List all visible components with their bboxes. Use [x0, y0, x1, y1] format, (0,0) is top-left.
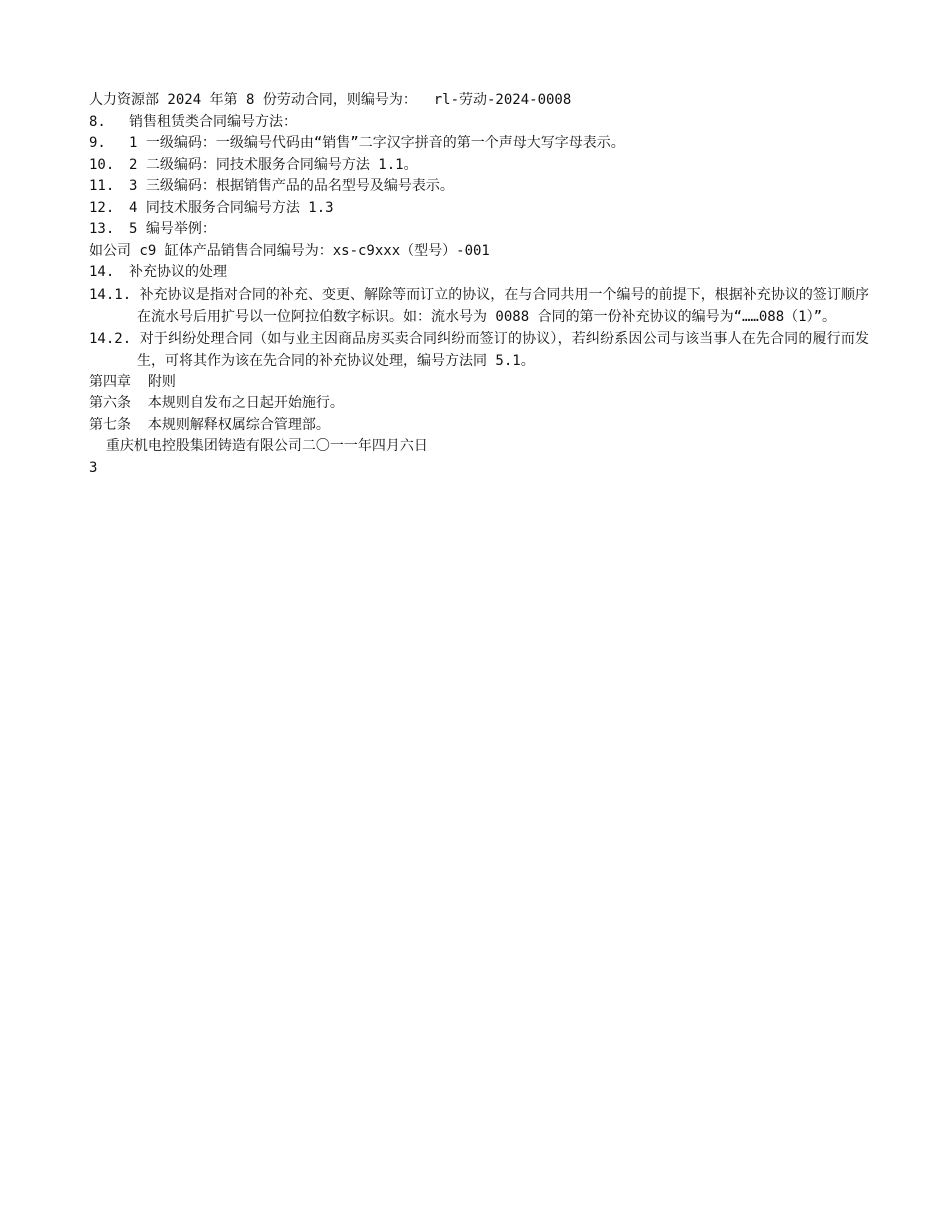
- list-text: 4 同技术服务合同编号方法 1.3: [129, 199, 334, 216]
- list-item: [89, 112, 869, 134]
- list-number: 9.: [89, 135, 106, 151]
- list-text: 5 编号举例：: [129, 221, 216, 237]
- list-number: 11.: [89, 178, 115, 194]
- list-number: 12.: [89, 199, 115, 216]
- list-item: [89, 176, 869, 198]
- list-number: 14.: [89, 264, 115, 280]
- list-text: 3 三级编码：根据销售产品的品名型号及编号表示。: [129, 178, 454, 194]
- article-line: 第六条 本规则自发布之日起开始施行。: [89, 395, 344, 411]
- text-line: 人力资源部 2024 年第 8 份劳动合同，则编号为： rl-劳动-2024-0008: [89, 92, 572, 108]
- signature-line: [89, 436, 869, 458]
- list-number: 13.: [89, 221, 115, 237]
- list-number: 8.: [89, 113, 106, 130]
- text-line: 如公司 c9 缸体产品销售合同编号为：xs-c9xxx（型号）-001: [89, 242, 490, 259]
- list-item: [89, 198, 869, 220]
- signature-text: 重庆机电控股集团铸造有限公司二〇一一年四月六日: [105, 438, 428, 454]
- list-item: [89, 219, 869, 241]
- clause-text: 补充协议是指对合同的补充、变更、解除等而订立的协议，在与合同共用一个编号的前提下，根据补充协议的签订顺序在流水号后用扩号以一位阿拉伯数字标识。如：流水号为 0088 合同的第一份补充协议的编号为“……088（1）”。: [137, 286, 870, 325]
- document-page: [89, 90, 869, 479]
- chapter-heading: 第四章 附则: [89, 373, 176, 390]
- clause-text: 对于纠纷处理合同（如与业主因商品房买卖合同纠纷而签订的协议），若纠纷系因公司与该当事人在先合同的履行而发生，可将其作为该在先合同的补充协议处理，编号方法同 5.1。: [137, 330, 869, 369]
- clause-number: 14.2.: [89, 330, 132, 347]
- clause-number: 14.1.: [89, 286, 132, 303]
- page-number: 3: [89, 459, 98, 476]
- list-number: 10.: [89, 156, 115, 173]
- list-item: [89, 155, 869, 177]
- sub-clause: [89, 284, 869, 328]
- list-item: [89, 262, 869, 284]
- list-text: 1 一级编码：一级编号代码由“销售”二字汉字拼音的第一个声母大写字母表示。: [129, 135, 625, 151]
- list-text: 销售租赁类合同编号方法：: [129, 113, 297, 130]
- sub-clause: [89, 328, 869, 372]
- list-item: [89, 133, 869, 155]
- list-text: 补充协议的处理: [129, 264, 227, 280]
- article-line: 第七条 本规则解释权属综合管理部。: [89, 416, 330, 433]
- list-text: 2 二级编码：同技术服务合同编号方法 1.1。: [129, 156, 418, 173]
